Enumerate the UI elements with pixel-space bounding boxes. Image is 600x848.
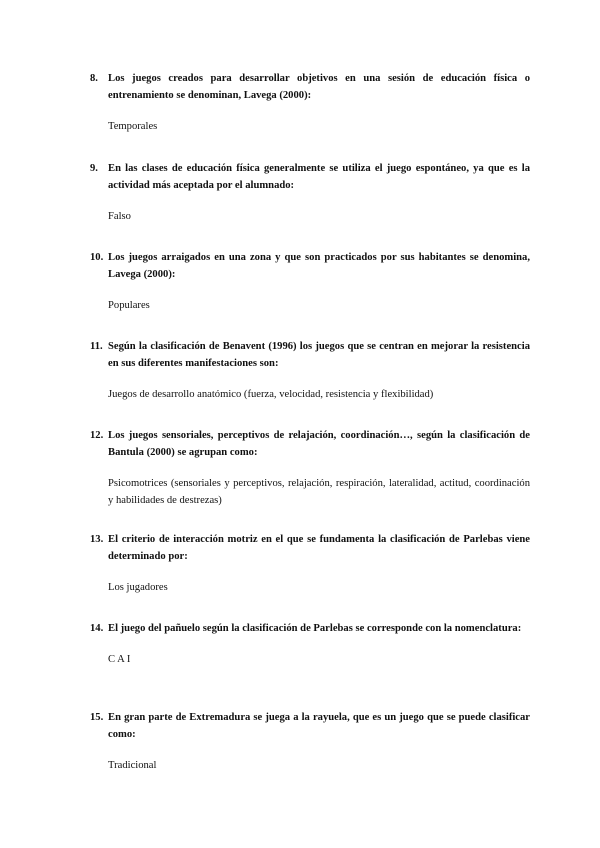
question-number: 10. bbox=[90, 252, 104, 263]
question-text: En gran parte de Extremadura se juega a la rayuela, que es un juego que se puede clasificar como: bbox=[108, 712, 530, 740]
question-item bbox=[90, 249, 530, 314]
question-number: 9. bbox=[90, 163, 98, 174]
answer-text: Los jugadores bbox=[108, 582, 168, 593]
question-number: 12. bbox=[90, 430, 104, 441]
question-item bbox=[90, 70, 530, 135]
answer-text: Falso bbox=[108, 211, 131, 222]
question-item bbox=[90, 620, 530, 668]
question bbox=[90, 249, 530, 283]
question-number: 8. bbox=[90, 73, 98, 84]
question bbox=[90, 620, 530, 637]
question-text: En las clases de educación física generalmente se utiliza el juego espontáneo, ya que es la actividad más aceptada por el alumnado: bbox=[108, 163, 530, 191]
question bbox=[90, 160, 530, 194]
question-item bbox=[90, 427, 530, 509]
question-item bbox=[90, 160, 530, 225]
question bbox=[90, 531, 530, 565]
answer-text: Populares bbox=[108, 300, 150, 311]
question-text: Según la clasificación de Benavent (1996) los juegos que se centran en mejorar la resistencia en sus diferentes manifestaciones son: bbox=[108, 341, 530, 369]
question-text: El juego del pañuelo según la clasificación de Parlebas se corresponde con la nomenclatura: bbox=[108, 623, 522, 634]
question-item bbox=[90, 709, 530, 774]
answer-text: Psicomotrices (sensoriales y perceptivos, relajación, respiración, lateralidad, actitud, coordinación y habilidades de destrezas) bbox=[108, 478, 530, 506]
question-text: El criterio de interacción motriz en el que se fundamenta la clasificación de Parlebas viene determinado por: bbox=[108, 534, 530, 562]
question-number: 14. bbox=[90, 623, 104, 634]
question-item bbox=[90, 338, 530, 403]
question bbox=[90, 709, 530, 743]
question-number: 11. bbox=[90, 341, 103, 352]
question-text: Los juegos arraigados en una zona y que son practicados por sus habitantes se denomina, Lavega (2000): bbox=[108, 252, 530, 280]
answer-text: Temporales bbox=[108, 121, 158, 132]
answer-text: Tradicional bbox=[108, 760, 157, 771]
question-number: 13. bbox=[90, 534, 104, 545]
question bbox=[90, 70, 530, 104]
answer-text: C A I bbox=[108, 654, 131, 665]
question bbox=[90, 338, 530, 372]
answer-text: Juegos de desarrollo anatómico (fuerza, velocidad, resistencia y flexibilidad) bbox=[108, 389, 434, 400]
question-number: 15. bbox=[90, 712, 104, 723]
question-text: Los juegos creados para desarrollar objetivos en una sesión de educación física o entrenamiento se denominan, Lavega (2000): bbox=[108, 73, 530, 101]
question-item bbox=[90, 531, 530, 596]
question-text: Los juegos sensoriales, perceptivos de relajación, coordinación…, según la clasificación de Bantula (2000) se agrupan como: bbox=[108, 430, 530, 458]
question bbox=[90, 427, 530, 461]
